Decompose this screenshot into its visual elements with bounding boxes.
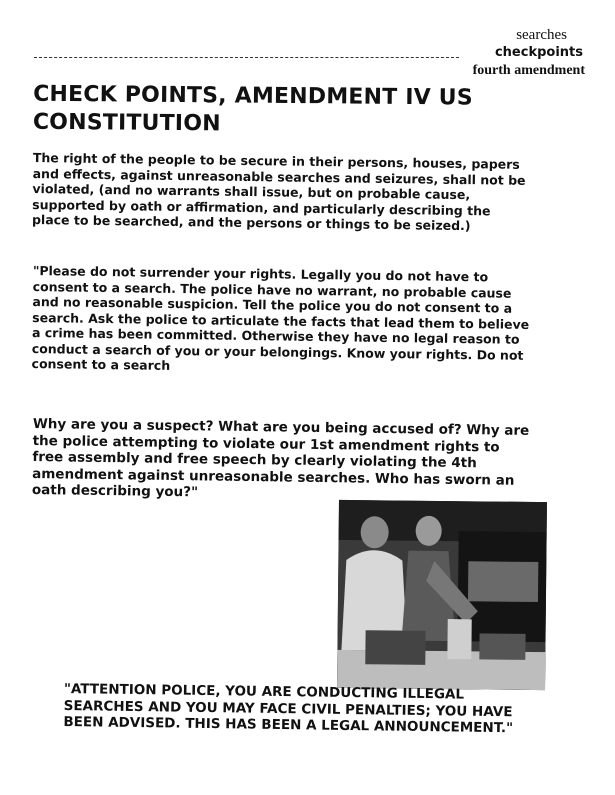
page-title: CHECK POINTS, AMENDMENT IV US CONSTITUTION <box>32 81 473 137</box>
tag-fourth-amendment: fourth amendment <box>472 63 585 78</box>
legal-announcement: "ATTENTION POLICE, YOU ARE CONDUCTING ILLEGAL SEARCHES AND YOU MAY FACE CIVIL PENALTIES; YOU HAVE BEEN ADVISED. THIS HAS BEEN A LEGAL ANNOUNCEMENT." <box>63 681 514 737</box>
dashed-divider <box>34 57 459 58</box>
margin-tags <box>473 26 585 80</box>
checkpoint-photo <box>337 500 547 690</box>
tag-searches: searches <box>516 27 567 43</box>
tag-checkpoints: checkpoints <box>494 45 583 60</box>
amendment-text: The right of the people to be secure in their persons, houses, papers and effects, against unreasonable searches and seizures, shall not be violated, (and no warrants shall issue, but on probable cause, supported by oath or affirmation, and particularly describing the place to be searched, and the persons or things to be seized.) <box>31 150 526 234</box>
suspect-questions: Why are you a suspect? What are you being accused of? Why are the police attempting to violate our 1st amendment rights to free assembly and free speech by clearly violating the 4th amendment against unreasonable searches. Who has sworn an oath describing you?" <box>31 416 530 501</box>
rights-quote: "Please do not surrender your rights. Legally you do not have to consent to a search. The police have no warrant, no probable cause and no reasonable suspicion. Tell the police you do not consent to a search. Ask the police to articulate the facts that lead them to believe a crime has been committed. Otherwise they have no legal reason to conduct a search of you or your belongings. Know your rights. Do not consent to a search <box>31 263 530 373</box>
